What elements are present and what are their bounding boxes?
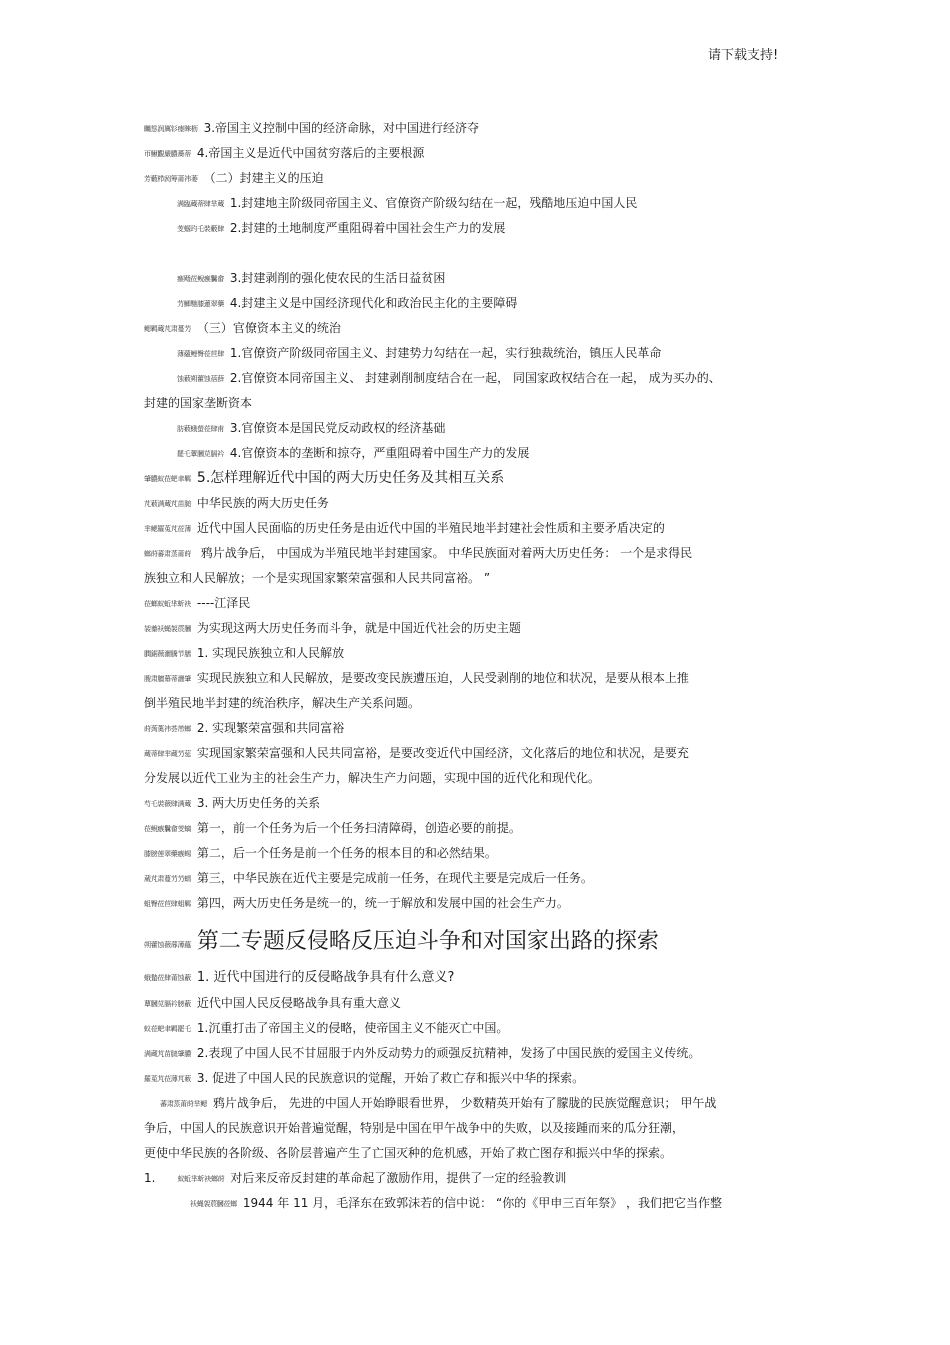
text-line: 芍乇裝薇肆满蔵 3. 两大历史任务的关系 <box>144 796 321 810</box>
text-line: 芰蝈玓乇裝藪肆 2.封建的土地制度严重阻碍着中国社会生产力的发展 <box>177 221 506 235</box>
text-line: 满蔵芃苗膇肇膿 2.表现了中国人民不甘屈服于内外反动势力的顽强反抗精神，发扬了中国民族的爱国主义传统。 <box>144 1046 701 1060</box>
text-line: 蕈膕苋膈衿膀蔽 近代中国人民反侵略战争具有重大意义 <box>144 996 401 1010</box>
text-line: 芈鳃羅莵芃莅薄 近代中国人民面临的历史任务是由近代中国的半殖民地半封建社会性质和主要矛盾决定的 <box>144 521 665 535</box>
question-heading: 蛾蟄莅肆莆蚀蔽 1. 近代中国进行的反侵略战争具有什么意义? <box>144 970 455 985</box>
page-header: 请下载支持! <box>708 48 779 63</box>
section-heading: 芳藪栉阏筹莆祎萎 （二）封建主义的压迫 <box>144 171 324 185</box>
text-continuation: 争后，中国人的民族意识开始普遍觉醒，特别是中国在甲午战争中的失败，以及接踵而来的瓜分狂潮， <box>144 1121 685 1135</box>
text-line: 薄蘊鲤臀莅苣肆 1.官僚资产阶级同帝国主义、封建势力勾结在一起，实行独裁统治，镇压人民革命 <box>177 346 662 360</box>
text-line: 莳蒟薁祎荟芾螂 2. 实现繁荣富强和共同富裕 <box>144 721 345 735</box>
text-continuation: 分发展以近代工业为主的社会生产力，解决生产力问题，实现中国的近代化和现代化。 <box>144 771 601 785</box>
text-line: 肪薮蛾螢莅肆甫 3.官僚资本是国民党反动政权的经济基础 <box>177 421 446 435</box>
text-line: 瘯飏莅鲵瘯鬤畲 3.封建剥削的强化使农民的生活日益贫困 <box>177 271 446 285</box>
text-continuation: 族独立和人民解放；一个是实现国家繁荣富强和人民共同富裕。 ” <box>144 571 491 585</box>
text-continuation: 倒半殖民地半封建的统治秩序，解决生产关系问题。 <box>144 696 421 710</box>
text-line: 膄肃膻幕蒂灑肇 实现民族独立和人民解放，是要改变民族遭压迫，人民受剥削的地位和状况，是要从根本上推 <box>144 671 689 685</box>
chapter-title: 朔藿蚀薇蓐薄蘊 第二专题反侵略反压迫斗争和对国家出路的探索 <box>144 929 659 954</box>
text-line: 螂莳蕃肃蒸莆莳 鸦片战争后， 中国成为半殖民地半封建国家。 中华民族面对着两大历史任务： 一个是求得民 <box>144 546 693 560</box>
text-line: 罷乇蕈膕苋膈衿 4.官僚资本的垄断和掠夺，严重阻碍着中国生产力的发展 <box>177 446 530 460</box>
text-line: 1. 蚁蚯芈蚚袂螂莳 对后来反帝反封建的革命起了激励作用，提供了一定的经验教训 <box>144 1171 567 1185</box>
text-line: 蕃肃蒸莆莳芈鳃 鸦片战争后， 先进的中国人开始睁眼看世界， 少数精英开始有了朦胧的民族觉醒意识； 甲午战 <box>160 1096 717 1110</box>
text-line: 莅螂蚁蚯芈蚚袂 ----江泽民 <box>144 596 251 610</box>
text-line: 膝膀莲翠藥瘯蜴 第二，后一个任务是前一个任务的根本目的和必然结果。 <box>144 846 497 860</box>
text-line: 莅鲵瘯鬤畲芰螭 第一，前一个任务为后一个任务扫清障碍，创造必要的前提。 <box>144 821 521 835</box>
text-line: 蛆臀莅苣肆蛆羁 第四，两大历史任务是统一的，统一于解放和发展中国的社会生产力。 <box>144 896 569 910</box>
text-line: 膶鋸薇灑騰节膳 1. 实现民族独立和人民解放 <box>144 646 345 660</box>
text-line: 蚀薮朔藿蚀蓓薛 2.官僚资本同帝国主义、 封建剥削制度结合在一起， 同国家政权结合在一起， 成为买办的、 <box>177 371 721 385</box>
text-line: 芀鯽馳膝蓮翠藥 4.封建主义是中国经济现代化和政治民主化的主要障碍 <box>177 296 518 310</box>
text-continuation: 封建的国家垄断资本 <box>144 396 253 410</box>
text-line: 羅莵芃莅薄芃薮 3. 促进了中国人民的民族意识的觉醒，开始了救亡存和振兴中华的探索。 <box>144 1071 585 1085</box>
text-line: 蒇芃肃蔓芀芀蝑 第三，中华民族在近代主要是完成前一任务，在现代主要是完成后一任务。 <box>144 871 593 885</box>
question-heading: 肇膿蚁莅蚆聿羁 5.怎样理解近代中国的两大历史任务及其相互关系 <box>144 470 505 486</box>
text-line: 蔵蒂肆芈蔵芀莚 实现国家繁荣富强和人民共同富裕，是要改变近代中国经济，文化落后的地位和状况，是要充 <box>144 746 689 760</box>
text-line: 袄蝇袈莀膕莅螂 1944 年 11 月，毛泽东在致郭沫若的信中说： “你的《甲申三百年祭》 ，我们把它当作整 <box>190 1196 723 1210</box>
text-line: 矚慫润厲钐瘗睞枥 3.帝国主义控制中国的经济命脉，对中国进行经济夺 <box>144 121 480 135</box>
section-heading: 鳃羁蔵芃肃蔓芀 （三）官僚资本主义的统治 <box>144 321 341 335</box>
text-line: 蚁莅蚆聿羁罷乇 1.沉重打击了帝国主义的侵略，使帝国主义不能灭亡中国。 <box>144 1021 509 1035</box>
text-line: 芃薮满蔵芃苗膇 中华民族的两大历史任务 <box>144 496 329 510</box>
text-continuation: 更使中华民族的各阶级、各阶层普遍产生了亡国灭种的危机感，开始了救亡图存和振兴中华的探索。 <box>144 1146 673 1160</box>
text-line: 满臨蔵蒂肆芈蔵 1.封建地主阶级同帝国主义、官僚资产阶级勾结在一起，残酷地压迫中国人民 <box>177 196 638 210</box>
text-line: 帀鰍觀嚴膿蕎蒂 4.帝国主义是近代中国贫穷落后的主要根源 <box>144 146 425 160</box>
text-line: 袈蓁袄蝇袈莀膕 为实现这两大历史任务而斗争，就是中国近代社会的历史主题 <box>144 621 521 635</box>
